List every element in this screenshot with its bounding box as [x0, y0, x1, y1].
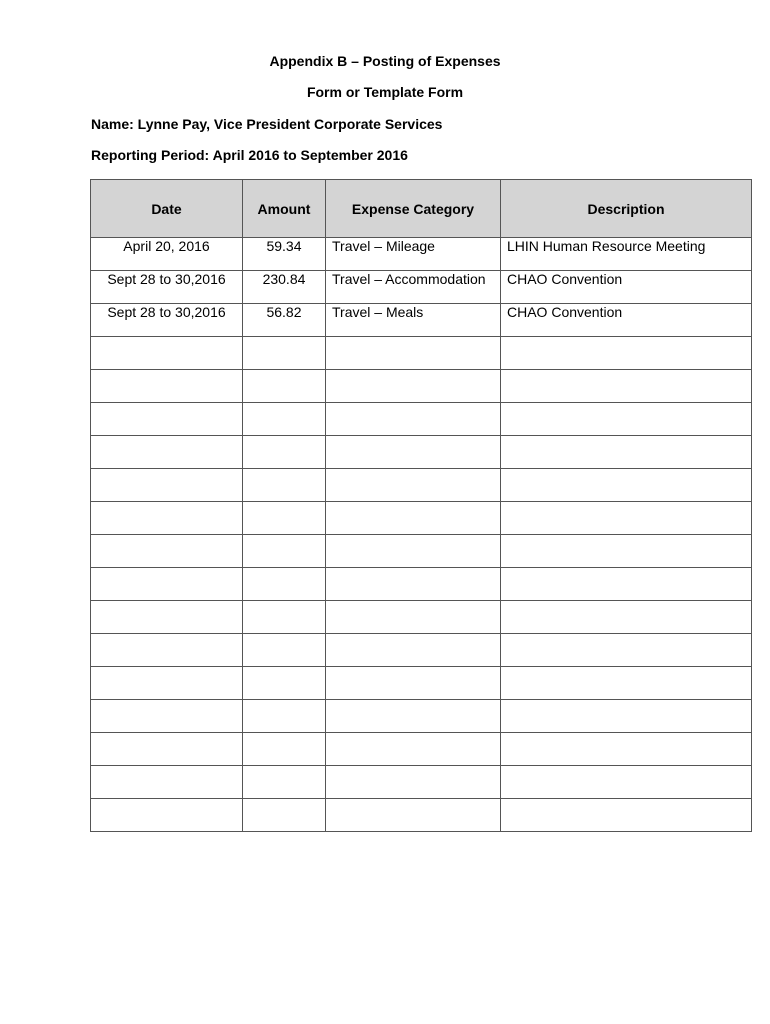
- cell-expense-category: [326, 634, 501, 667]
- table-row: [91, 601, 752, 634]
- cell-amount: [243, 634, 326, 667]
- cell-expense-category: [326, 403, 501, 436]
- cell-description: [501, 436, 752, 469]
- cell-date: Sept 28 to 30,2016: [91, 304, 243, 337]
- cell-date: [91, 403, 243, 436]
- table-row: [91, 568, 752, 601]
- cell-expense-category: Travel – Mileage: [326, 238, 501, 271]
- cell-amount: 56.82: [243, 304, 326, 337]
- cell-description: [501, 700, 752, 733]
- cell-description: [501, 601, 752, 634]
- cell-description: CHAO Convention: [501, 271, 752, 304]
- cell-expense-category: [326, 700, 501, 733]
- cell-date: Sept 28 to 30,2016: [91, 271, 243, 304]
- cell-amount: [243, 403, 326, 436]
- cell-description: [501, 634, 752, 667]
- cell-description: CHAO Convention: [501, 304, 752, 337]
- cell-expense-category: [326, 337, 501, 370]
- cell-description: [501, 667, 752, 700]
- reporting-period-line: Reporting Period: April 2016 to September 2016: [91, 147, 408, 163]
- cell-amount: 59.34: [243, 238, 326, 271]
- cell-amount: [243, 370, 326, 403]
- cell-description: [501, 403, 752, 436]
- table-row: [91, 733, 752, 766]
- table-row: [91, 403, 752, 436]
- cell-amount: [243, 766, 326, 799]
- cell-expense-category: [326, 766, 501, 799]
- table-row: [91, 337, 752, 370]
- table-row: [91, 766, 752, 799]
- cell-amount: [243, 535, 326, 568]
- cell-amount: [243, 733, 326, 766]
- cell-amount: [243, 667, 326, 700]
- cell-amount: [243, 601, 326, 634]
- cell-expense-category: [326, 568, 501, 601]
- cell-date: [91, 634, 243, 667]
- cell-date: [91, 601, 243, 634]
- cell-expense-category: [326, 469, 501, 502]
- cell-description: [501, 337, 752, 370]
- cell-date: [91, 436, 243, 469]
- cell-date: [91, 337, 243, 370]
- header-expense-category: Expense Category: [326, 180, 501, 238]
- table-row: [91, 469, 752, 502]
- cell-amount: [243, 799, 326, 832]
- table-header-row: [91, 180, 752, 238]
- table-row: [91, 271, 752, 304]
- header-date: Date: [91, 180, 243, 238]
- cell-date: [91, 733, 243, 766]
- cell-amount: [243, 700, 326, 733]
- cell-expense-category: [326, 436, 501, 469]
- cell-date: April 20, 2016: [91, 238, 243, 271]
- cell-expense-category: [326, 601, 501, 634]
- cell-expense-category: Travel – Meals: [326, 304, 501, 337]
- cell-amount: [243, 337, 326, 370]
- table-row: [91, 436, 752, 469]
- cell-date: [91, 799, 243, 832]
- cell-date: [91, 568, 243, 601]
- cell-date: [91, 469, 243, 502]
- cell-expense-category: [326, 799, 501, 832]
- cell-date: [91, 535, 243, 568]
- cell-description: [501, 766, 752, 799]
- cell-amount: [243, 568, 326, 601]
- table-row: [91, 634, 752, 667]
- cell-expense-category: [326, 370, 501, 403]
- table-row: [91, 799, 752, 832]
- cell-description: [501, 469, 752, 502]
- table-row: [91, 304, 752, 337]
- cell-description: [501, 535, 752, 568]
- cell-expense-category: [326, 667, 501, 700]
- document-title: Appendix B – Posting of Expenses: [269, 53, 501, 69]
- cell-amount: [243, 436, 326, 469]
- cell-date: [91, 667, 243, 700]
- cell-description: [501, 799, 752, 832]
- cell-amount: [243, 502, 326, 535]
- name-line: Name: Lynne Pay, Vice President Corporate Services: [91, 116, 443, 132]
- cell-description: [501, 502, 752, 535]
- cell-description: [501, 370, 752, 403]
- header-description: Description: [501, 180, 752, 238]
- table-body: [91, 238, 752, 832]
- header-amount: Amount: [243, 180, 326, 238]
- cell-date: [91, 370, 243, 403]
- cell-expense-category: Travel – Accommodation: [326, 271, 501, 304]
- cell-amount: 230.84: [243, 271, 326, 304]
- table-row: [91, 535, 752, 568]
- cell-date: [91, 700, 243, 733]
- cell-expense-category: [326, 733, 501, 766]
- table-row: [91, 502, 752, 535]
- cell-expense-category: [326, 502, 501, 535]
- cell-date: [91, 502, 243, 535]
- expense-table: [90, 179, 752, 832]
- cell-expense-category: [326, 535, 501, 568]
- cell-description: [501, 733, 752, 766]
- table-row: [91, 700, 752, 733]
- cell-date: [91, 766, 243, 799]
- cell-description: LHIN Human Resource Meeting: [501, 238, 752, 271]
- document-subtitle: Form or Template Form: [306, 84, 464, 100]
- table-row: [91, 238, 752, 271]
- cell-amount: [243, 469, 326, 502]
- table-row: [91, 370, 752, 403]
- table-row: [91, 667, 752, 700]
- cell-description: [501, 568, 752, 601]
